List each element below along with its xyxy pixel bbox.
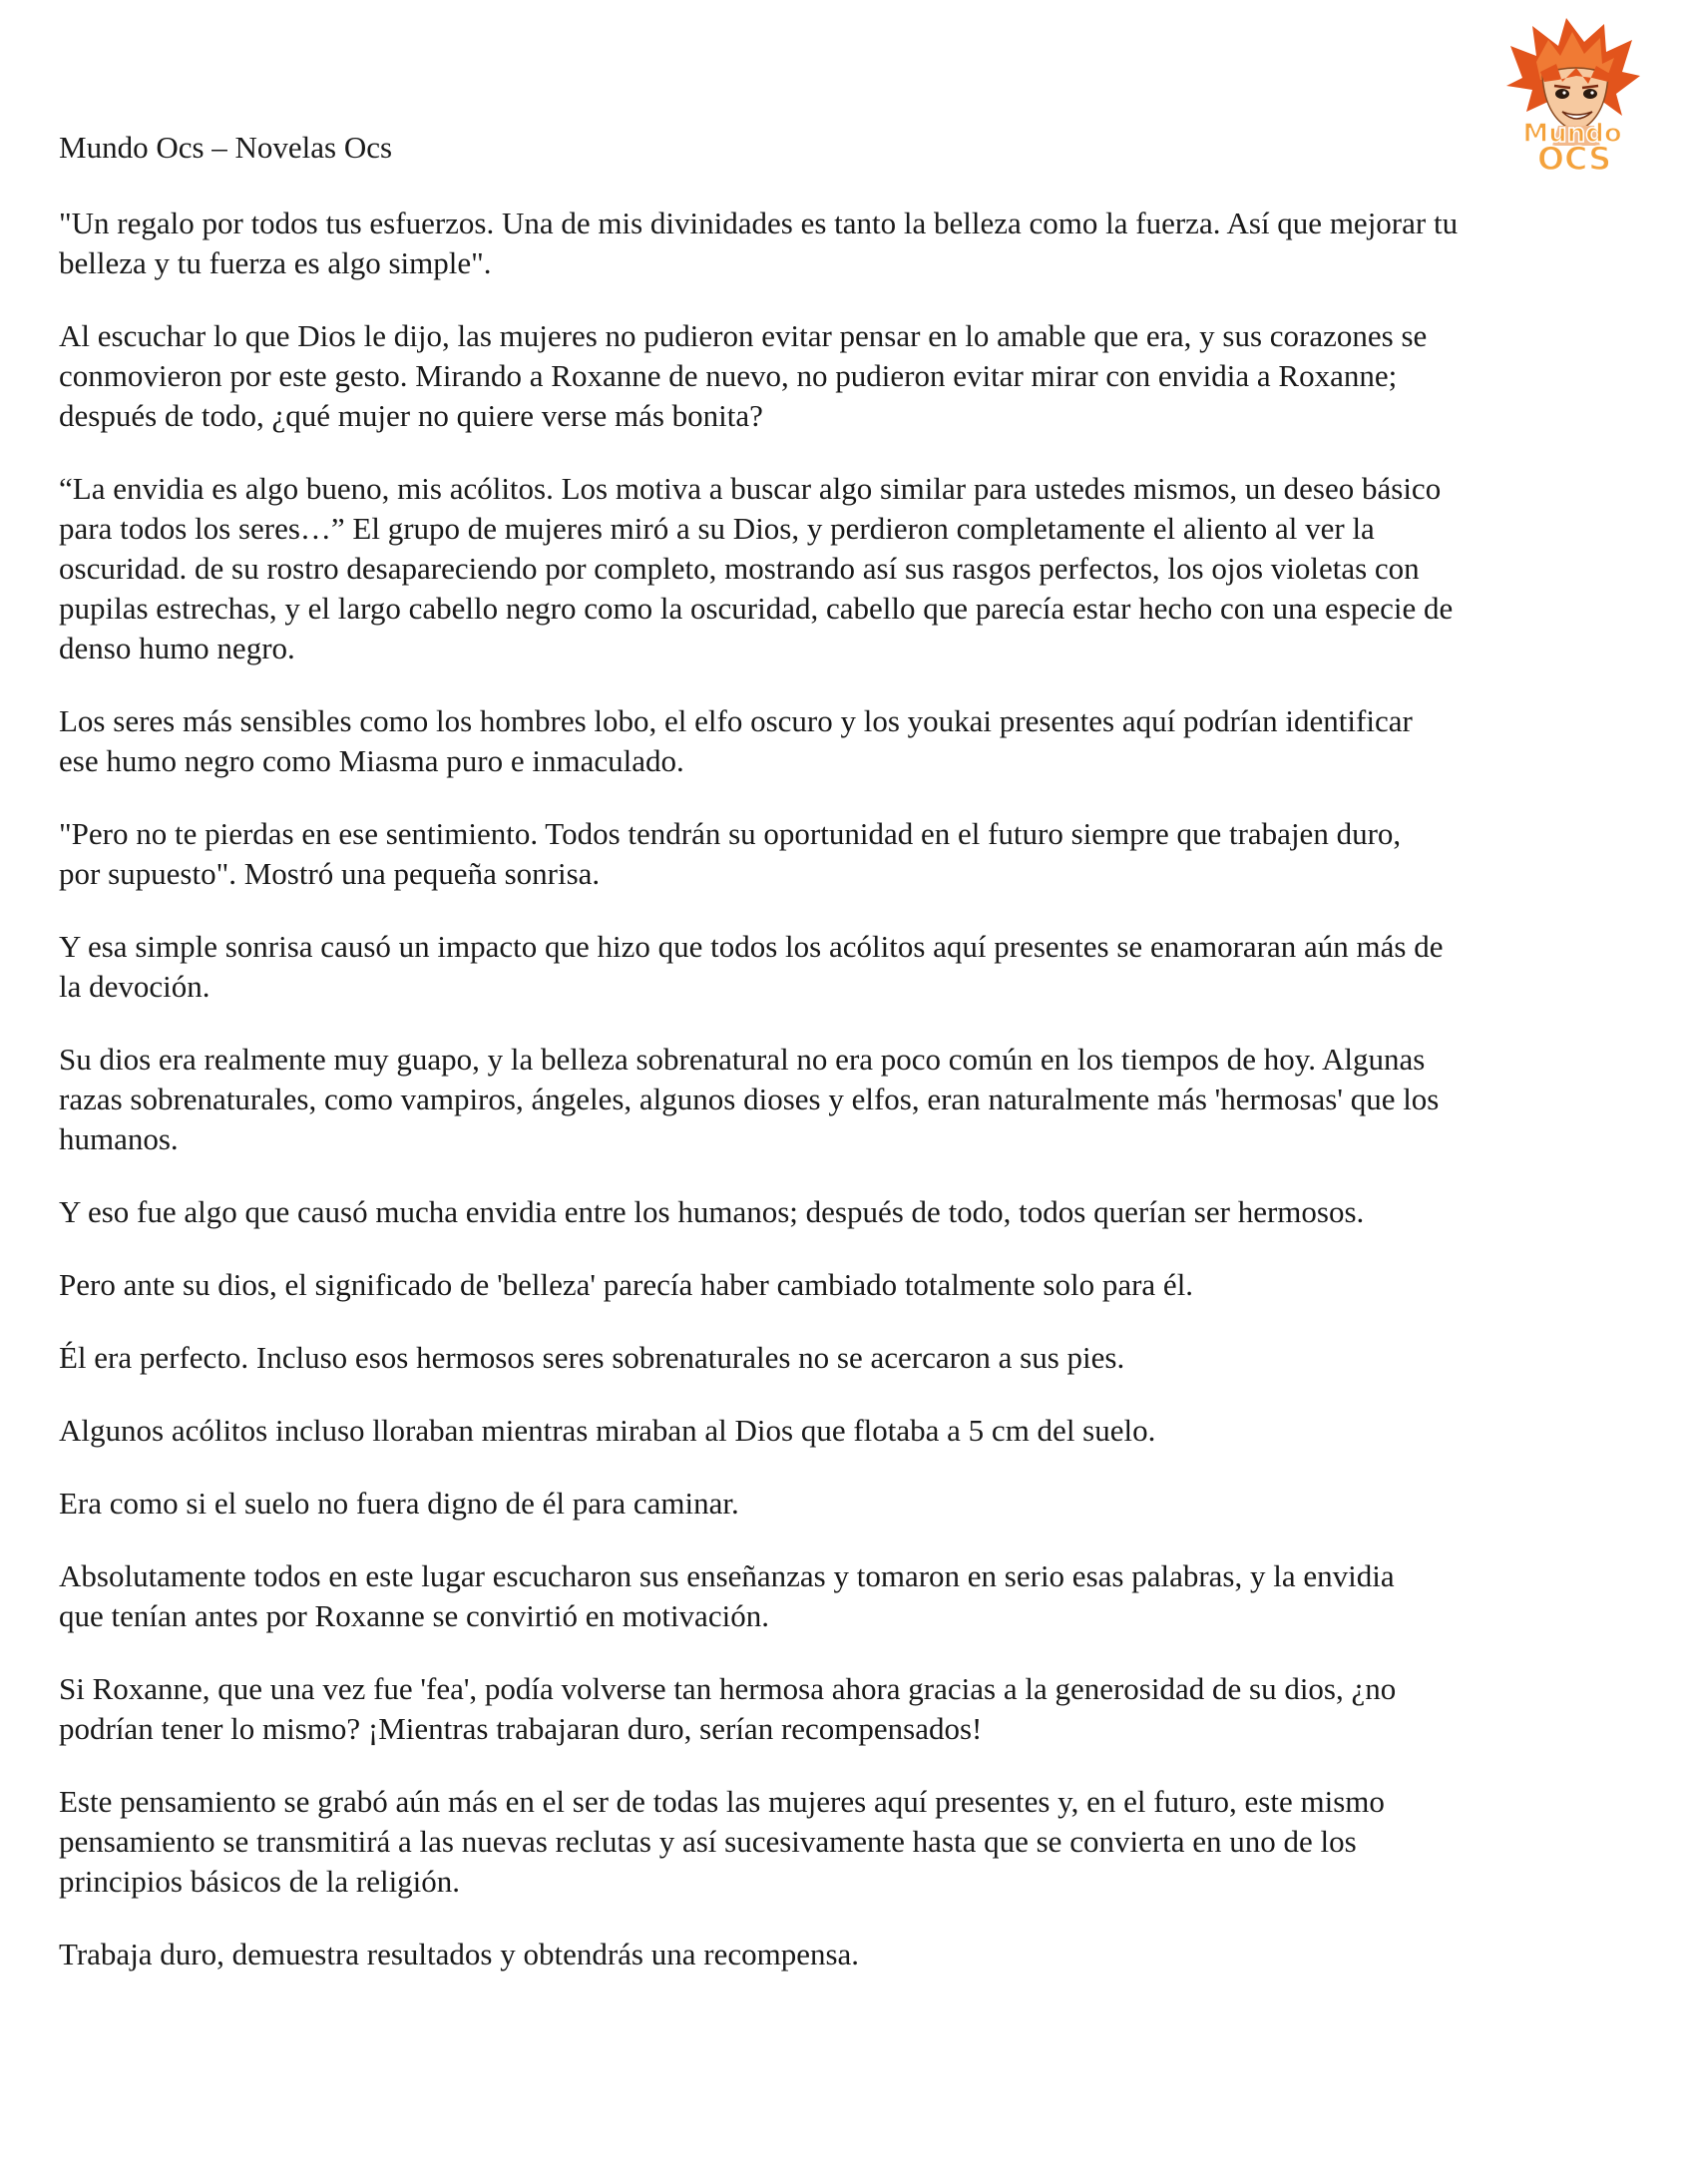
paragraph: Y esa simple sonrisa causó un impacto que hizo que todos los acólitos aquí presentes se enamoraran aún más de la devoción. xyxy=(59,929,1444,1004)
svg-text:Mundo: Mundo xyxy=(1522,119,1622,149)
paragraph: Su dios era realmente muy guapo, y la belleza sobrenatural no era poco común en los tiempos de hoy. Algunas razas sobrenaturales, como vampiros, ángeles, algunos dioses y elfos, eran naturalmente más 'hermosas' que los humanos. xyxy=(59,1042,1440,1156)
paragraph: Absolutamente todos en este lugar escucharon sus enseñanzas y tomaron en serio esas palabras, y la envidia que tenían antes por Roxanne se convirtió en motivación. xyxy=(59,1558,1395,1633)
paragraph: Trabaja duro, demuestra resultados y obtendrás una recompensa. xyxy=(59,1937,860,1971)
paragraph: Y eso fue algo que causó mucha envidia entre los humanos; después de todo, todos querían ser hermosos. xyxy=(59,1194,1365,1229)
paragraph: Si Roxanne, que una vez fue 'fea', podía volverse tan hermosa ahora gracias a la generosidad de su dios, ¿no podrían tener lo mismo? ¡Mientras trabajaran duro, serían recompensados! xyxy=(59,1671,1397,1746)
paragraph: "Un regalo por todos tus esfuerzos. Una de mis divinidades es tanto la belleza como la fuerza. Así que mejorar tu belleza y tu fuerza es algo simple". xyxy=(59,206,1459,280)
svg-text:OCS: OCS xyxy=(1536,140,1612,174)
paragraph: Este pensamiento se grabó aún más en el ser de todas las mujeres aquí presentes y, en el futuro, este mismo pensamiento se transmitirá a las nuevas reclutas y así sucesivamente hasta que se convierta en uno de los principios básicos de la religión. xyxy=(59,1784,1385,1899)
paragraph: Él era perfecto. Incluso esos hermosos seres sobrenaturales no se acercaron a sus pies. xyxy=(59,1340,1125,1375)
paragraph: Pero ante su dios, el significado de 'belleza' parecía haber cambiado totalmente solo para él. xyxy=(59,1267,1194,1302)
paragraph: Al escuchar lo que Dios le dijo, las mujeres no pudieron evitar pensar en lo amable que era, y sus corazones se conmovieron por este gesto. Mirando a Roxanne de nuevo, no pudieron evitar mirar con envidia a Roxanne; después de todo, ¿qué mujer no quiere verse más bonita? xyxy=(59,318,1428,433)
paragraph: Era como si el suelo no fuera digno de él para caminar. xyxy=(59,1486,739,1521)
paragraph: "Pero no te pierdas en ese sentimiento. Todos tendrán su oportunidad en el futuro siempre que trabajen duro, por supuesto". Mostró una pequeña sonrisa. xyxy=(59,816,1402,891)
site-title: Mundo Ocs – Novelas Ocs xyxy=(59,130,393,165)
paragraph: “La envidia es algo bueno, mis acólitos. Los motiva a buscar algo similar para ustedes mismos, un deseo básico para todos los seres…” El grupo de mujeres miró a su Dios, y perdieron completamente el aliento al ver la oscuridad. de su rostro desapareciendo por completo, mostrando así sus rasgos perfectos, los ojos violetas con pupilas estrechas, y el largo cabello negro como la oscuridad, cabello que parecía estar hecho con una especie de denso humo negro. xyxy=(59,471,1454,665)
chapter-body xyxy=(59,204,1645,2007)
paragraph: Los seres más sensibles como los hombres lobo, el elfo oscuro y los youkai presentes aquí podrían identificar ese humo negro como Miasma puro e inmaculado. xyxy=(59,703,1413,778)
logo-text xyxy=(1522,119,1621,174)
mundo-ocs-logo xyxy=(1492,16,1652,174)
paragraph: Algunos acólitos incluso lloraban mientras miraban al Dios que flotaba a 5 cm del suelo. xyxy=(59,1413,1156,1448)
